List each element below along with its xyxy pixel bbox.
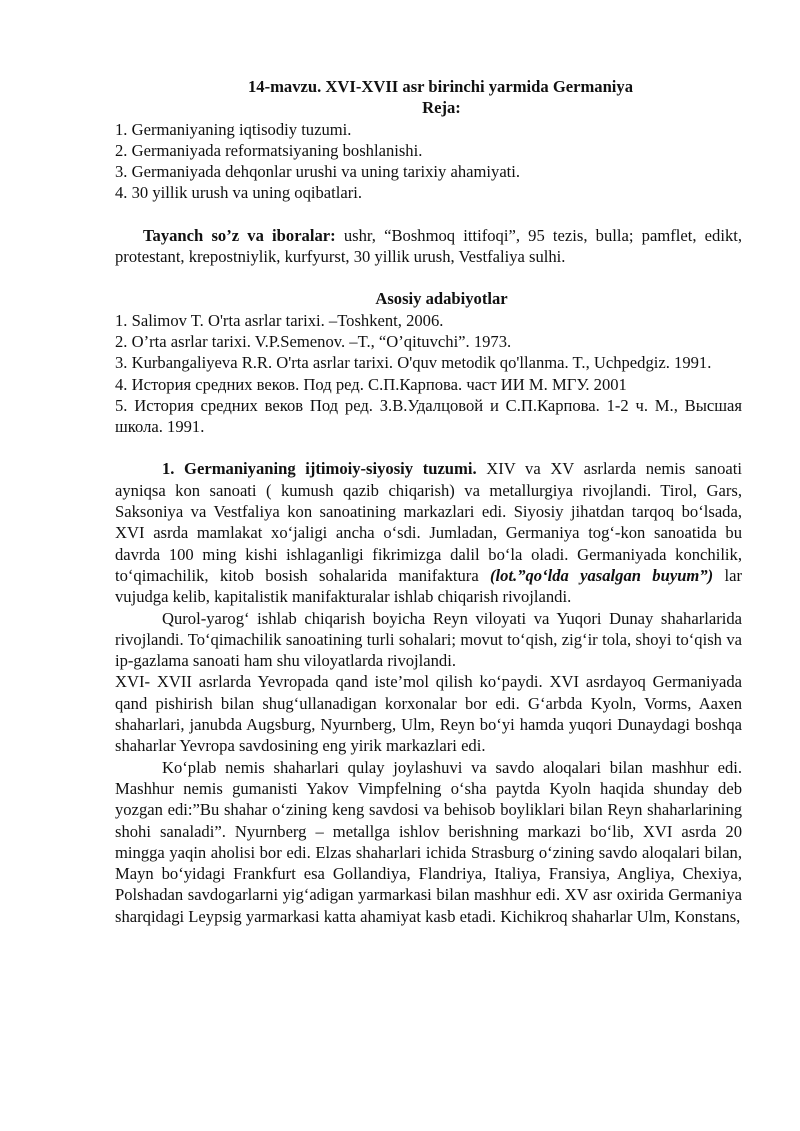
literature-item: 3. Kurbangaliyeva R.R. O'rta asrlar tarixi. O'quv metodik qo'llanma. T., Uchpedgiz. 1991.: [115, 353, 712, 373]
reja-item: 4. 30 yillik urush va uning oqibatlari.: [115, 183, 363, 203]
literature-list: [115, 310, 742, 438]
keywords-paragraph: [115, 225, 742, 268]
keywords-text: ushr, “Boshmoq ittifoqi”, 95 tezis, bulla; pamflet, edikt, protestant, krepostniylik, kurfyurst, 30 yillik urush, Vestfaliya sulhi.: [115, 225, 743, 267]
page-title: 14-mavzu. XVI-XVII asr birinchi yarmida Germaniya: [247, 77, 634, 96]
literature-item: 1. Salimov T. O'rta asrlar tarixi. –Toshkent, 2006.: [115, 310, 444, 330]
literature-item: 4. История средних веков. Под ред. С.П.Карпова. част ИИ М. МГУ. 2001: [115, 374, 627, 394]
section1-heading: 1. Germaniyaning ijtimoiy-siyosiy tuzumi.: [162, 459, 477, 479]
reja-heading: Reja:: [422, 98, 461, 118]
section1-p1-text: XIV va XV asrlarda nemis sanoati ayniqsa kon sanoati ( kumush qazib chiqarish) va metallurgiya rivojlandi. Tirol, Gars, Saksoniya va Vestfaliya kon sanoatining markazlari edi. Siyosiy jihatdan tarqoq bo‘lsada, XVI asrda mamlakat xo‘jaligi ancha o‘sdi. Jumladan, Germaniya tog‘-kon sanoatida bu davrda 100 ming kishi ishlaganligi fikrimizga dalil bo‘la oladi. Germaniyada konchilik, to‘qimachilik, kitob bosish sohalarida manifaktura: [115, 459, 742, 585]
reja-list: [115, 119, 742, 204]
section1-paragraph-4: Ko‘plab nemis shaharlari qulay joylashuvi va savdo aloqalari bilan mashhur edi. Mashhur nemis gumanisti Yakov Vimpfelning o‘sha paytda Kyoln haqida shunday deb yozgan edi:”Bu shahar o‘zining keng savdosi va behisob boyliklari bilan Reyn shaharlarining shohi sanaladi”. Nyurnberg – metallga ishlov berishning markazi bo‘lib, XVI asrda 20 mingga yaqin aholisi bor edi. Elzas shaharlari ichida Strasburg o‘zining savdo aloqalari bilan, Mayn bo‘yidagi Frankfurt esa Gollandiya, Flandriya, Italiya, Fransiya, Angliya, Chexiya, Polshadan savdogarlarni yig‘adigan yarmarkasi bilan mashhur edi. XV asr oxirida Germaniya sharqidagi Leypsig yarmarkasi katta ahamiyat kasb etadi. Kichikroq shaharlar Ulm, Konstans,: [115, 757, 742, 926]
section1-paragraph-1: [115, 458, 742, 607]
reja-item: 1. Germaniyaning iqtisodiy tuzumi.: [115, 119, 352, 139]
document-page: [115, 76, 742, 927]
section1-p1-italic: (lot.”qo‘lda yasalgan buyum”): [490, 565, 714, 585]
section1-paragraph-2: Qurol-yarog‘ ishlab chiqarish boyicha Reyn viloyati va Yuqori Dunay shaharlarida rivojlandi. To‘qimachilik sanoatining turli sohalari; movut to‘qish, zig‘ir tola, shoyi to‘qish va ip-gazlama sanoati ham shu viloyatlarda rivojlandi.: [115, 608, 742, 671]
literature-heading: Asosiy adabiyotlar: [375, 289, 508, 309]
literature-item: 2. O’rta asrlar tarixi. V.P.Semenov. –T., “O’qituvchi”. 1973.: [115, 331, 512, 351]
section1-p1-end: lar vujudga kelib, kapitalistik manifakturalar ishlab chiqarish rivojlandi.: [115, 565, 742, 607]
reja-item: 3. Germaniyada dehqonlar urushi va uning tarixiy ahamiyati.: [115, 162, 521, 182]
reja-item: 2. Germaniyada reformatsiyaning boshlanishi.: [115, 140, 423, 160]
literature-item: 5. История средних веков Под ред. З.В.Удалцовой и С.П.Карпова. 1-2 ч. М., Высшая школа. 1991.: [115, 395, 742, 437]
keywords-label: Tayanch so’z va iboralar:: [143, 225, 336, 245]
section1-paragraph-3: XVI- XVII asrlarda Yevropada qand iste’mol qilish ko‘paydi. XVI asrdayoq Germaniyada qand pishirish bilan shug‘ullanadigan korxonalar bor edi. G‘arbda Kyoln, Vorms, Aaxen shaharlari, janubda Augsburg, Nyurnberg, Ulm, Reyn bo‘yi hamda yuqori Dunaydagi boshqa shaharlar Yevropa savdosining eng yirik markazlari edi.: [115, 672, 742, 756]
